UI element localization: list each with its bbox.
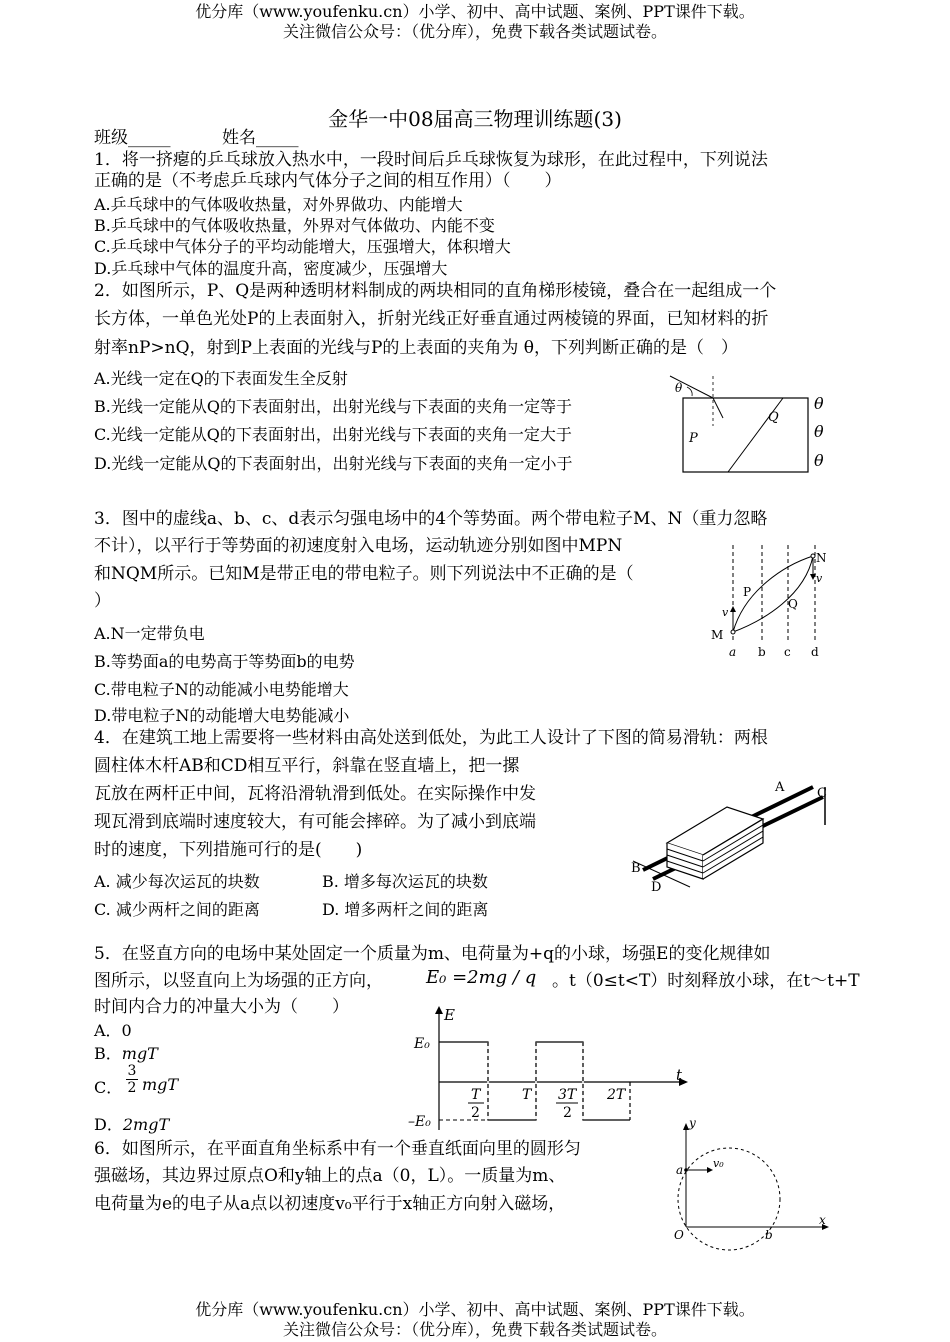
q2-option-c: C.光线一定能从Q的下表面射出，出射光线与下表面的夹角一定大于	[94, 425, 572, 444]
q5-stem-line-2a: 图所示，以竖直向上为场强的正方向，	[94, 971, 383, 991]
footer-line-1: 优分库（www.youfenku.cn）小学、初中、高中试题、案例、PPT课件下载。	[195, 1300, 755, 1319]
q2-option-d: D.光线一定能从Q的下表面射出，出射光线与下表面的夹角一定小于	[94, 454, 573, 473]
fig-x-label: x	[819, 1213, 826, 1227]
q3-option-b: B.等势面a的电势高于等势面b的电势	[94, 652, 355, 671]
point-a	[684, 1168, 688, 1172]
q4-stem-line-1: 4．在建筑工地上需要将一些材料由高处送到低处，为此工人设计了下图的简易滑轨：两根	[94, 728, 768, 748]
q3-stem-line-1: 3．图中的虚线a、b、c、d表示匀强电场中的4个等势面。两个带电粒子M、N（重力忽略	[94, 509, 768, 529]
q2-option-a: A.光线一定在Q的下表面发生全反射	[94, 369, 348, 388]
tile-stack	[667, 807, 763, 879]
q2-stem-line-1: 2．如图所示，P、Q是两种透明材料制成的两块相同的直角梯形棱镜，叠合在一起组成一个	[94, 281, 777, 301]
square-wave	[439, 1042, 630, 1120]
fig-label-v-m: v	[722, 606, 729, 619]
q2-stem-line-2: 长方体，一单色光处P的上表面射入，折射光线正好垂直通过两棱镜的界面，已知材料的折	[94, 309, 769, 329]
q6-stem-line-2: 强磁场，其边界过原点O和y轴上的点a（0，L）。一质量为m、	[94, 1166, 566, 1186]
q5-stem-line-1: 5．在竖直方向的电场中某处固定一个质量为m、电荷量为+q的小球，场强E的变化规律如	[94, 944, 771, 964]
q4-option-b: B. 增多每次运瓦的块数	[322, 872, 488, 891]
fig-t-axis-label: t	[676, 1066, 683, 1084]
q2-option-b-theta: θ	[814, 394, 824, 413]
q2-prism-figure	[665, 368, 815, 478]
q5-stem-line-3: 时间内合力的冲量大小为（ ）	[94, 997, 349, 1017]
fig-tick-half-den: 2	[471, 1105, 480, 1121]
q1-option-b: B.乒乓球中的气体吸收热量，外界对气体做功、内能不变	[94, 216, 495, 235]
fig-label-b: b	[758, 645, 766, 659]
fig-label-c: c	[784, 645, 791, 659]
q1-stem-line-1: 1．将一挤瘪的乒乓球放入热水中，一段时间后乒乓球恢复为球形，在此过程中，下列说法	[94, 150, 768, 170]
prism-outline	[683, 398, 808, 472]
q1-stem-line-2: 正确的是（不考虑乒乓球内气体分子之间的相互作用）（ ）	[94, 171, 562, 191]
q5-stem-line-2b: 。t（0≤t<T）时刻释放小球，在t～t+T	[552, 971, 860, 991]
footer-line-2: 关注微信公众号：（优分库），免费下载各类试题试卷。	[282, 1320, 667, 1339]
q4-stem-line-3: 瓦放在两杆正中间，瓦将沿滑轨滑到低处。在实际操作中发	[94, 784, 536, 804]
q4-option-d: D. 增多两杆之间的距离	[322, 900, 489, 919]
fig-label-p: P	[743, 585, 752, 599]
q2-stem-line-3: 射率nP>nQ，射到P上表面的光线与P的上表面的夹角为 θ，下列判断正确的是（ ）	[94, 338, 739, 358]
fig-neg-e0-label: –E₀	[408, 1114, 431, 1130]
fig-label-a: A	[775, 780, 785, 795]
q5-field-graph	[408, 1002, 693, 1134]
q6-stem-line-1: 6．如图所示，在平面直角坐标系中有一个垂直纸面向里的圆形匀	[94, 1139, 581, 1159]
q5-option-d-text: 2mgT	[122, 1115, 170, 1134]
q4-stem-line-2: 圆柱体木杆AB和CD相互平行，斜靠在竖直墙上，把一摞	[94, 756, 520, 776]
q5-option-c-text: mgT	[142, 1075, 179, 1094]
fig-o-label: O	[674, 1228, 684, 1242]
fig-y-label: y	[689, 1116, 696, 1130]
q1-option-a: A.乒乓球中的气体吸收热量，对外界做功、内能增大	[94, 195, 463, 214]
fig-label-q: Q	[788, 597, 798, 611]
fig-tick-T: T	[522, 1087, 532, 1103]
q3-option-c: C.带电粒子N的动能减小电势能增大	[94, 680, 349, 699]
page-title: 金华一中08届高三物理训练题(3)	[328, 107, 622, 131]
q4-stem-line-4: 现瓦滑到底端时速度较大，有可能会摔碎。为了减小到底端	[94, 812, 536, 832]
fig-theta-label: θ	[675, 381, 683, 395]
q3-field-figure	[705, 540, 840, 662]
q4-option-a: A. 减少每次运瓦的块数	[94, 872, 260, 891]
fig-v0-label: v₀	[713, 1157, 724, 1170]
fig-label-n: N	[816, 551, 827, 565]
class-label: 班级_____	[94, 128, 171, 148]
q2-option-d-theta: θ	[814, 451, 824, 470]
theta-arc	[687, 387, 692, 396]
refracted-ray	[713, 398, 723, 418]
q5-formula: E₀ =2mg / q	[426, 967, 537, 988]
q1-option-d: D.乒乓球中气体的温度升高，密度减少，压强增大	[94, 259, 448, 278]
q3-stem-line-4: ）	[94, 591, 111, 611]
q5-option-b-text: mgT	[121, 1044, 158, 1063]
q6-magnetic-field-figure	[665, 1115, 835, 1255]
q5-option-c-numerator: 3	[127, 1063, 137, 1079]
q4-stem-line-5: 时的速度，下列措施可行的是( )	[94, 840, 363, 860]
q5-option-a: A．0	[94, 1021, 132, 1040]
q5-option-d	[94, 1112, 169, 1135]
q5-option-d-prefix: D．	[94, 1115, 123, 1134]
q1-option-c: C.乒乓球中气体分子的平均动能增大，压强增大，体积增大	[94, 237, 511, 256]
header-line-2: 关注微信公众号：（优分库），免费下载各类试题试卷。	[282, 22, 667, 41]
q4-rail-figure	[625, 775, 840, 900]
fig-label-d: d	[811, 645, 819, 659]
q5-option-c-denominator: 2	[127, 1080, 137, 1096]
fig-label-v-n: v	[816, 572, 823, 585]
q4-option-c: C. 减少两杆之间的距离	[94, 900, 260, 919]
name-label: 姓名_____	[222, 128, 299, 148]
fig-b-label: b	[765, 1228, 773, 1242]
q3-stem-line-2: 不计），以平行于等势面的初速度射入电场，运动轨迹分别如图中MPN	[94, 536, 623, 556]
fig-label-a: a	[729, 645, 737, 659]
q2-option-b: B.光线一定能从Q的下表面射出，出射光线与下表面的夹角一定等于	[94, 397, 572, 416]
fig-tick-3half-den: 2	[563, 1105, 572, 1121]
fig-q-label: Q	[768, 410, 779, 425]
fig-e0-label: E₀	[414, 1036, 430, 1052]
fig-tick-half-num: T	[471, 1087, 481, 1103]
fig-label-b: B	[631, 861, 641, 876]
q5-option-c-prefix: C．	[94, 1078, 123, 1097]
fig-tick-3half-num: 3T	[558, 1087, 577, 1103]
q3-option-a: A.N一定带负电	[94, 624, 205, 643]
q5-option-b	[94, 1041, 158, 1064]
q5-option-c-fraction	[126, 1063, 138, 1096]
velocity-m-arrowhead	[730, 606, 736, 612]
point-m	[731, 630, 735, 634]
fig-a-label: a	[676, 1163, 684, 1177]
fig-tick-2T: 2T	[607, 1087, 626, 1103]
fig-label-c: C	[817, 786, 827, 801]
fig-e-axis-label: E	[444, 1006, 455, 1024]
e-axis-arrow	[435, 1006, 443, 1014]
fig-label-d: D	[651, 880, 662, 895]
q2-option-c-theta: θ	[814, 422, 824, 441]
q3-stem-line-3: 和NQM所示。已知M是带正电的带电粒子。则下列说法中不正确的是（	[94, 564, 634, 584]
header-line-1: 优分库（www.youfenku.cn）小学、初中、高中试题、案例、PPT课件下载。	[195, 2, 755, 21]
fig-p-label: P	[689, 431, 698, 446]
q5-option-b-prefix: B．	[94, 1044, 122, 1063]
q3-option-d: D.带电粒子N的动能增大电势能减小	[94, 706, 350, 725]
point-n	[811, 554, 815, 558]
q6-stem-line-3: 电荷量为e的电子从a点以初速度v₀平行于x轴正方向射入磁场，	[94, 1194, 566, 1214]
fig-label-m: M	[711, 628, 724, 642]
